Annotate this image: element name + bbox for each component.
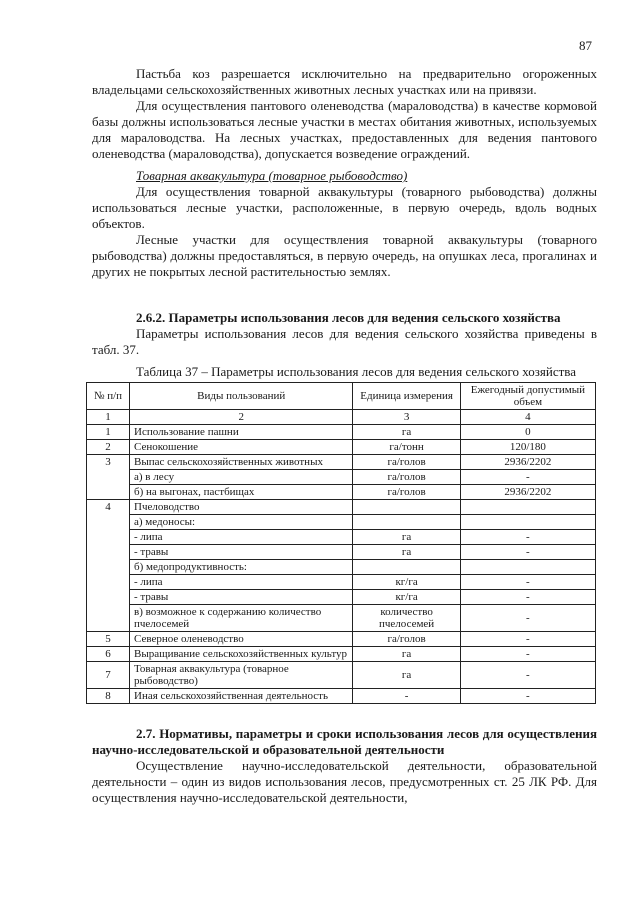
row-unit: га/голов <box>353 485 460 500</box>
row-kind: Товарная аквакультура (товарное рыбоводство) <box>130 662 353 689</box>
table-row <box>87 647 596 662</box>
row-unit: га <box>353 425 460 440</box>
intro-paragraph-1: Пастьба коз разрешается исключительно на предварительно огороженных владельцами сельскохозяйственных животных лесных участках или на привязи. <box>92 66 597 97</box>
row-kind: б) на выгонах, пастбищах <box>130 485 353 500</box>
table-index-row <box>87 410 596 425</box>
row-volume: - <box>460 662 595 689</box>
row-volume: - <box>460 575 595 590</box>
table-row <box>87 425 596 440</box>
row-unit: кг/га <box>353 590 460 605</box>
table-body <box>87 425 596 704</box>
row-kind: Выращивание сельскохозяйственных культур <box>130 647 353 662</box>
table-row <box>87 470 596 485</box>
table-row <box>87 545 596 560</box>
section-heading-262: 2.6.2. Параметры использования лесов для ведения сельского хозяйства <box>136 310 561 325</box>
row-kind: Сенокошение <box>130 440 353 455</box>
table-row <box>87 530 596 545</box>
row-kind: Использование пашни <box>130 425 353 440</box>
row-kind: Северное оленеводство <box>130 632 353 647</box>
row-number: 3 <box>87 455 130 500</box>
row-unit <box>353 560 460 575</box>
row-volume: 0 <box>460 425 595 440</box>
row-volume: - <box>460 689 595 704</box>
row-unit: га <box>353 647 460 662</box>
page-number: 87 <box>579 38 592 53</box>
table-row <box>87 500 596 515</box>
table-row <box>87 590 596 605</box>
row-volume: 2936/2202 <box>460 455 595 470</box>
table-caption: Таблица 37 – Параметры использования лесов для ведения сельского хозяйства <box>136 364 577 379</box>
row-kind: в) возможное к содержанию количество пчелосемей <box>130 605 353 632</box>
table-row <box>87 560 596 575</box>
section-262-paragraph: Параметры использования лесов для ведения сельского хозяйства приведены в табл. 37. <box>92 326 597 357</box>
table-row <box>87 455 596 470</box>
row-volume: - <box>460 470 595 485</box>
row-kind: б) медопродуктивность: <box>130 560 353 575</box>
row-kind: Пчеловодство <box>130 500 353 515</box>
row-unit: га <box>353 530 460 545</box>
row-kind: - травы <box>130 590 353 605</box>
parameters-table <box>86 382 596 704</box>
header-kind: Виды пользований <box>130 383 353 410</box>
row-unit: - <box>353 689 460 704</box>
row-kind: - липа <box>130 575 353 590</box>
row-kind: а) медоносы: <box>130 515 353 530</box>
row-unit <box>353 515 460 530</box>
header-unit: Единица измерения <box>353 383 460 410</box>
row-volume <box>460 515 595 530</box>
index-cell: 4 <box>460 410 595 425</box>
row-unit: га/голов <box>353 632 460 647</box>
table-row <box>87 440 596 455</box>
row-kind: - травы <box>130 545 353 560</box>
row-unit <box>353 500 460 515</box>
row-number: 2 <box>87 440 130 455</box>
row-kind: - липа <box>130 530 353 545</box>
index-cell: 1 <box>87 410 130 425</box>
row-kind: Выпас сельскохозяйственных животных <box>130 455 353 470</box>
row-unit: га/голов <box>353 470 460 485</box>
table-row <box>87 605 596 632</box>
row-unit: количество пчелосемей <box>353 605 460 632</box>
row-number: 5 <box>87 632 130 647</box>
aquaculture-paragraph-2: Лесные участки для осуществления товарной аквакультуры (товарного рыбоводства) должны предоставляться, в первую очередь, на опушках леса, прогалинах и других не покрытых лесной растительностью землях. <box>92 232 597 279</box>
row-volume: - <box>460 632 595 647</box>
row-kind: Иная сельскохозяйственная деятельность <box>130 689 353 704</box>
row-volume <box>460 560 595 575</box>
section-heading-27: 2.7. Нормативы, параметры и сроки использования лесов для осуществления научно-исследовательской и образовательной деятельности <box>92 726 597 757</box>
table-row <box>87 515 596 530</box>
table-row <box>87 575 596 590</box>
table-row <box>87 662 596 689</box>
row-volume: - <box>460 647 595 662</box>
row-unit: га/голов <box>353 455 460 470</box>
header-volume: Ежегодный допустимый объем <box>460 383 595 410</box>
row-volume: - <box>460 605 595 632</box>
row-number: 8 <box>87 689 130 704</box>
section-27-paragraph: Осуществление научно-исследовательской деятельности, образовательной деятельности – один из видов использования лесов, предусмотренных ст. 25 ЛК РФ. Для осуществления научно-исследовательской деятельности, <box>92 758 597 805</box>
row-volume: - <box>460 530 595 545</box>
page-content <box>92 66 597 806</box>
row-number: 7 <box>87 662 130 689</box>
row-unit: кг/га <box>353 575 460 590</box>
table-row <box>87 689 596 704</box>
row-unit: га <box>353 545 460 560</box>
intro-paragraph-2: Для осуществления пантового оленеводства (мараловодства) в качестве кормовой базы должны использоваться лесные участки в местах обитания животных, используемых для мараловодства. На лесных участках, предоставленных для ведения пантового оленеводства (мараловодства), допускается возведение ограждений. <box>92 98 597 161</box>
row-number: 1 <box>87 425 130 440</box>
row-number: 6 <box>87 647 130 662</box>
row-volume: 120/180 <box>460 440 595 455</box>
aquaculture-subtitle: Товарная аквакультура (товарное рыбоводство) <box>136 168 408 183</box>
row-kind: а) в лесу <box>130 470 353 485</box>
index-cell: 3 <box>353 410 460 425</box>
row-volume: - <box>460 545 595 560</box>
index-cell: 2 <box>130 410 353 425</box>
row-unit: га <box>353 662 460 689</box>
row-volume: - <box>460 590 595 605</box>
row-volume: 2936/2202 <box>460 485 595 500</box>
table-row <box>87 632 596 647</box>
row-number: 4 <box>87 500 130 632</box>
header-num: № п/п <box>87 383 130 410</box>
table-row <box>87 485 596 500</box>
row-volume <box>460 500 595 515</box>
aquaculture-paragraph-1: Для осуществления товарной аквакультуры (товарного рыбоводства) должны использоваться лесные участки, расположенные, в первую очередь, вдоль водных объектов. <box>92 184 597 231</box>
table-header-row <box>87 383 596 410</box>
row-unit: га/тонн <box>353 440 460 455</box>
